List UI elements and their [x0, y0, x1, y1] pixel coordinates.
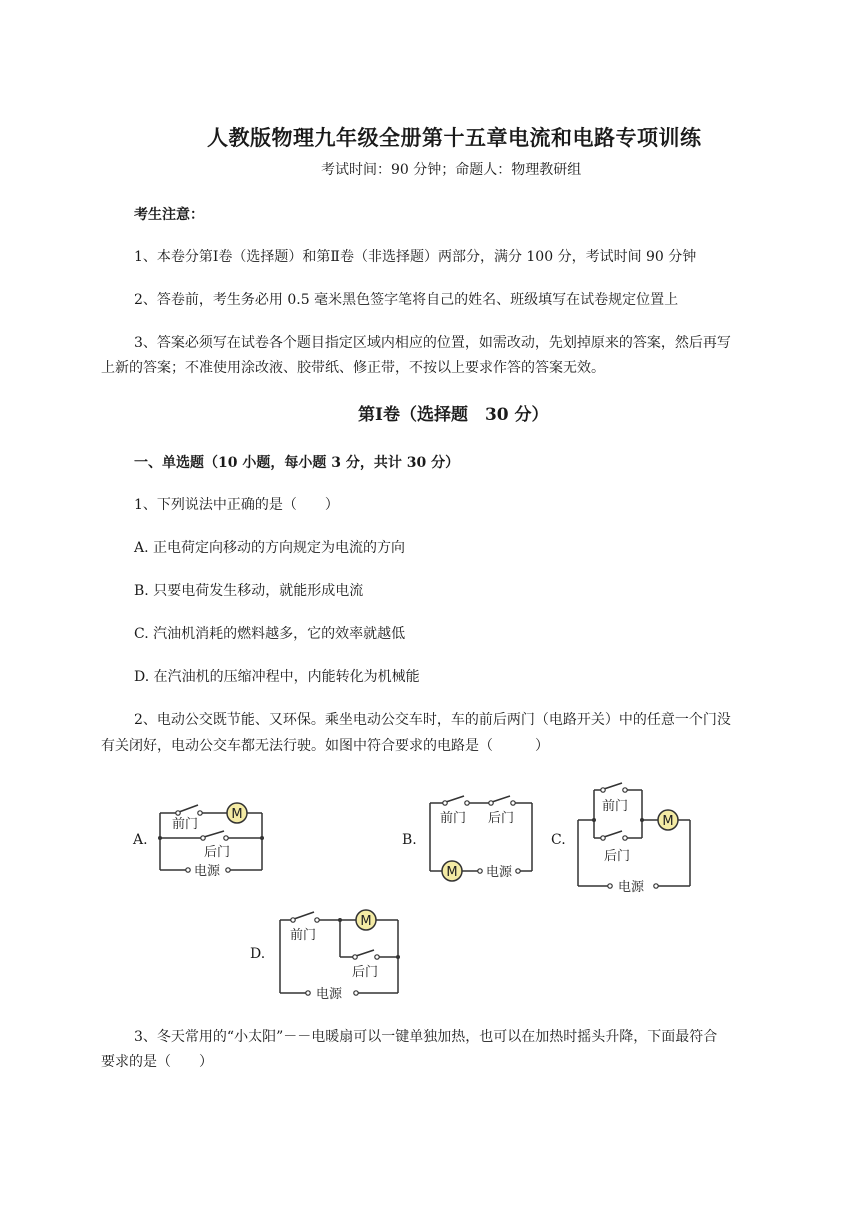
circuit-diagram-d [270, 905, 410, 1005]
svg-text:电源: 电源 [618, 880, 645, 893]
notice-item-2: 2、答卷前，考生务必用 0.5 毫米黑色签字笔将自己的姓名、班级填写在试卷规定位置上 [134, 292, 679, 308]
svg-text:后门: 后门 [352, 965, 379, 980]
exam-info: 考试时间：90 分钟；命题人：物理教研组 [321, 162, 582, 178]
svg-text:后门: 后门 [604, 849, 631, 864]
q2-stem-line2: 有关闭好，电动公交车都无法行驶。如图中符合要求的电路是（ ） [101, 738, 549, 754]
svg-text:后门: 后门 [488, 811, 515, 826]
section-title: 第Ⅰ卷（选择题 30 分） [358, 405, 549, 425]
notice-item-1: 1、本卷分第Ⅰ卷（选择题）和第Ⅱ卷（非选择题）两部分，满分 100 分，考试时间 90 分钟 [134, 249, 697, 265]
q1-option-c: C. 汽油机消耗的燃料越多，它的效率就越低 [134, 626, 406, 642]
svg-text:M: M [446, 865, 458, 880]
circuit-diagram-b [420, 793, 540, 888]
svg-text:电源: 电源 [316, 987, 343, 1002]
svg-text:前门: 前门 [440, 811, 467, 826]
q1-option-a: A. 正电荷定向移动的方向规定为电流的方向 [134, 540, 406, 556]
svg-text:电源: 电源 [194, 864, 221, 879]
svg-text:前门: 前门 [172, 817, 199, 832]
circuit-diagram-a [150, 795, 270, 880]
q3-stem-line2: 要求的是（ ） [101, 1054, 213, 1070]
svg-text:前门: 前门 [602, 799, 629, 814]
svg-text:后门: 后门 [204, 845, 231, 860]
q2-option-c-label: C. [551, 832, 566, 848]
page-title: 人教版物理九年级全册第十五章电流和电路专项训练 [207, 125, 702, 150]
svg-text:M: M [662, 814, 674, 829]
q2-option-a-label: A. [133, 832, 148, 848]
notice-heading: 考生注意： [134, 207, 204, 223]
svg-text:M: M [360, 914, 372, 929]
q1-option-d: D. 在汽油机的压缩冲程中，内能转化为机械能 [134, 669, 420, 685]
q2-option-b-label: B. [402, 832, 417, 848]
q3-stem-line1: 3、冬天常用的“小太阳”－－电暖扇可以一键单独加热，也可以在加热时摇头升降，下面最符合 [134, 1029, 718, 1045]
svg-text:电源: 电源 [486, 865, 513, 880]
svg-text:M: M [231, 807, 243, 822]
circuit-diagram-c [572, 778, 702, 893]
svg-text:前门: 前门 [290, 928, 317, 943]
part-title: 一、单选题（10 小题，每小题 3 分，共计 30 分） [134, 455, 460, 471]
notice-item-3: 3、答案必须写在试卷各个题目指定区域内相应的位置，如需改动，先划掉原来的答案，然后再写 [134, 335, 731, 351]
q2-stem-line1: 2、电动公交既节能、又环保。乘坐电动公交车时，车的前后两门（电路开关）中的任意一个门没 [134, 712, 731, 728]
q1-option-b: B. 只要电荷发生移动，就能形成电流 [134, 583, 364, 599]
notice-item-3-cont: 上新的答案；不准使用涂改液、胶带纸、修正带，不按以上要求作答的答案无效。 [101, 360, 605, 376]
q1-stem: 1、下列说法中正确的是（ ） [134, 497, 339, 513]
q2-option-d-label: D. [250, 946, 266, 962]
